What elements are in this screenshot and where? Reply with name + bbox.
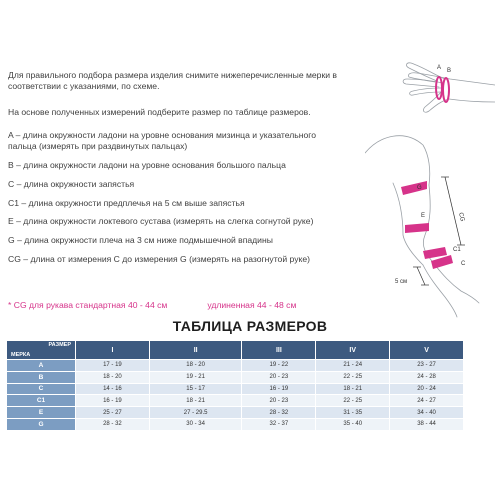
size-header-row (7, 341, 464, 360)
row-label: E (7, 407, 76, 419)
arm-label-g: G (417, 185, 422, 191)
table-cell: 20 - 23 (242, 395, 316, 407)
legend-item-c: C – длина окружности запястья (8, 178, 135, 189)
table-cell: 18 - 20 (149, 360, 242, 372)
table-cell: 19 - 22 (242, 360, 316, 372)
legend-item-g: G – длина окружности плеча на 3 см ниже подмышечной впадины (8, 235, 273, 246)
legend-item-e: E – длина окружности локтевого сустава (измерять на слегка согнутой руке) (8, 216, 314, 227)
table-cell: 17 - 19 (76, 360, 150, 372)
table-cell: 28 - 32 (242, 407, 316, 419)
table-cell: 31 - 35 (316, 407, 390, 419)
table-cell: 18 - 21 (316, 383, 390, 395)
table-corner (7, 341, 76, 360)
size-header-v: V (390, 341, 464, 360)
table-cell: 16 - 19 (76, 395, 150, 407)
size-table (6, 340, 464, 431)
table-cell: 24 - 28 (390, 371, 464, 383)
legend-item-c1: C1 – длина окружности предплечья на 5 см выше запястья (8, 197, 245, 208)
legend-item-cg: CG – длина от измерения C до измерения G (измерять на разогнутой руке) (8, 253, 310, 264)
legend-item-b: B – длина окружности ладони на уровне основания большого пальца (8, 160, 286, 170)
table-row (7, 383, 464, 395)
table-cell: 19 - 21 (149, 371, 242, 383)
hand-label-a: A (437, 65, 442, 71)
size-header-iii: III (242, 341, 316, 360)
sleeve-length-note (8, 300, 324, 310)
table-cell: 18 - 21 (149, 395, 242, 407)
corner-measure-label: МЕРКА (11, 352, 31, 358)
table-row (7, 371, 464, 383)
table-cell: 28 - 32 (76, 418, 150, 430)
arm-label-c1: C1 (453, 247, 461, 253)
arm-diagram (365, 125, 500, 320)
table-cell: 25 - 27 (76, 407, 150, 419)
marker-g (401, 181, 427, 195)
note-long: удлиненная 44 - 48 см (207, 300, 297, 310)
five-cm-dimension (413, 267, 429, 285)
measurement-legend (8, 130, 338, 273)
legend-item-a: A – длина окружности ладони на уровне основания мизинца и указательного пальца (измерять при раздвинутых пальцах) (8, 130, 316, 152)
size-header-ii: II (149, 341, 242, 360)
arm-label-c: C (461, 261, 466, 267)
row-label: G (7, 418, 76, 430)
table-cell: 34 - 40 (390, 407, 464, 419)
row-label: B (7, 371, 76, 383)
table-cell: 20 - 24 (390, 383, 464, 395)
table-row (7, 395, 464, 407)
table-row (7, 360, 464, 372)
table-cell: 21 - 24 (316, 360, 390, 372)
table-cell: 22 - 25 (316, 371, 390, 383)
table-row (7, 407, 464, 419)
intro-text: Для правильного подбора размера изделия снимите нижеперечисленные мерки в соответствии с указаниями, по схеме. (8, 70, 337, 92)
row-label: A (7, 360, 76, 372)
table-cell: 23 - 27 (390, 360, 464, 372)
table-cell: 32 - 37 (242, 418, 316, 430)
row-label: C1 (7, 395, 76, 407)
table-cell: 14 - 16 (76, 383, 150, 395)
row-label: C (7, 383, 76, 395)
arm-measure-markers (401, 181, 453, 269)
table-cell: 15 - 17 (149, 383, 242, 395)
table-cell: 38 - 44 (390, 418, 464, 430)
arm-label-e: E (421, 213, 426, 219)
band-b (443, 78, 449, 102)
table-cell: 22 - 25 (316, 395, 390, 407)
table-row (7, 418, 464, 430)
table-cell: 24 - 27 (390, 395, 464, 407)
table-cell: 35 - 40 (316, 418, 390, 430)
hand-diagram (395, 55, 495, 130)
marker-e (405, 223, 429, 233)
size-table-title: ТАБЛИЦА РАЗМЕРОВ (172, 318, 328, 334)
intro-text-2: На основе полученных измерений подберите размер по таблице размеров. (8, 107, 311, 117)
cg-dimension (441, 177, 465, 245)
marker-c1 (423, 247, 447, 259)
table-cell: 20 - 23 (242, 371, 316, 383)
arm-label-5cm: 5 см (395, 279, 408, 285)
hand-measure-bands (436, 77, 449, 102)
size-header-i: I (76, 341, 150, 360)
table-cell: 16 - 19 (242, 383, 316, 395)
table-cell: 30 - 34 (149, 418, 242, 430)
note-standard: * CG для рукава стандартная 40 - 44 см (8, 300, 168, 310)
arm-label-cg: CG (457, 212, 466, 223)
hand-label-b: B (447, 68, 452, 74)
table-cell: 27 - 29.5 (149, 407, 242, 419)
table-cell: 18 - 20 (76, 371, 150, 383)
corner-size-label: РАЗМЕР (48, 342, 71, 348)
size-header-iv: IV (316, 341, 390, 360)
